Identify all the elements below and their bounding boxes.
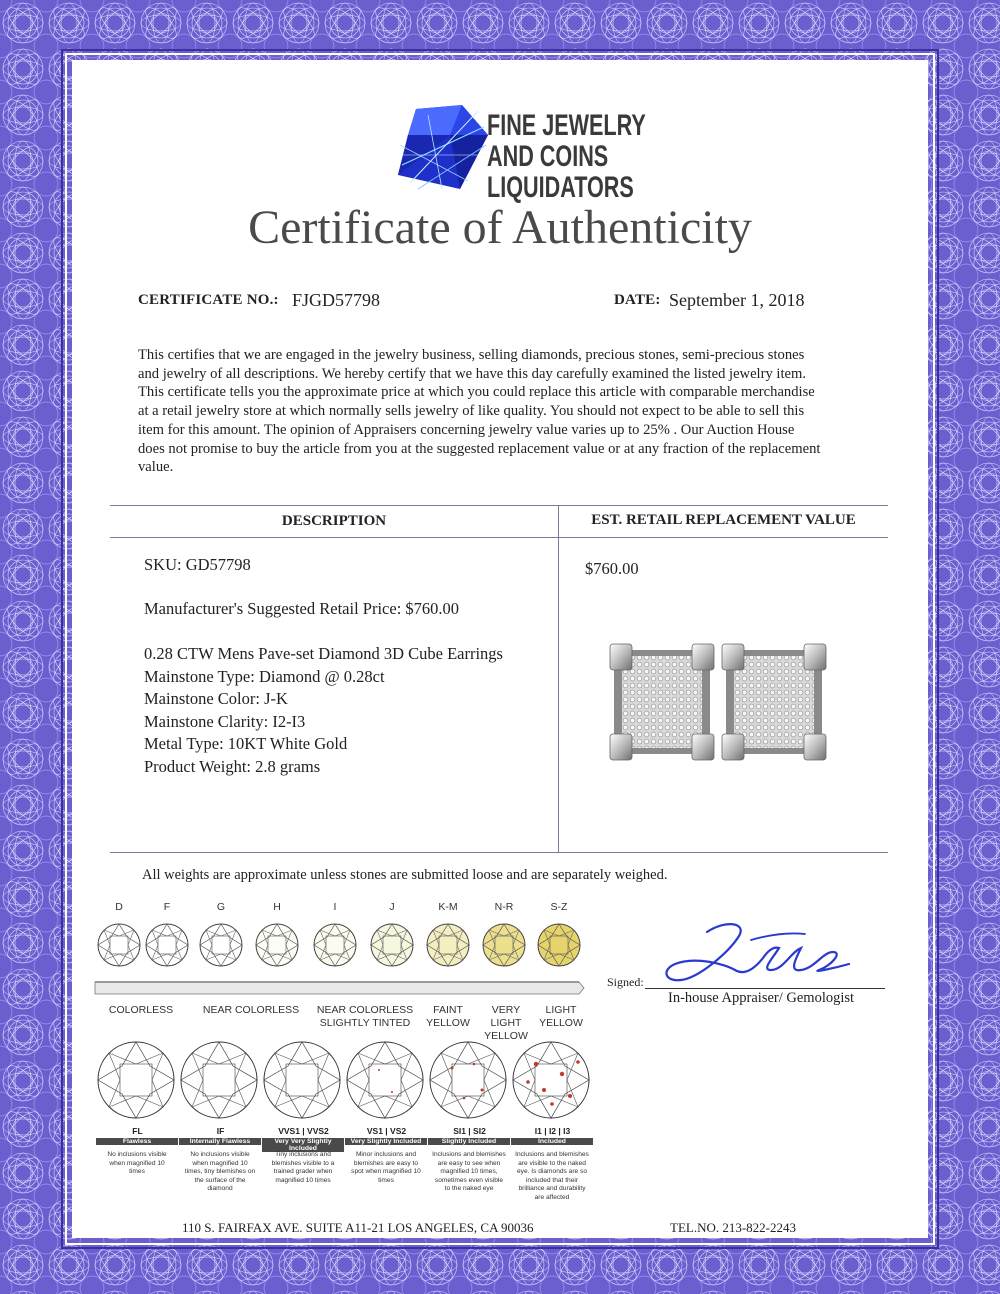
clarity-code-vvs: VVS1 | VVS2: [278, 1126, 329, 1136]
clarity-desc-fl: No inclusions visible when magnified 10 times: [107, 1151, 167, 1176]
item-details: [144, 643, 503, 779]
clarity-code-if: IF: [216, 1126, 225, 1136]
left-earring: [610, 644, 714, 760]
clarity-name-vvs: Very Very Slightly Included: [262, 1138, 344, 1152]
table-top-rule: [110, 505, 888, 506]
detail-line: Product Weight: 2.8 grams: [144, 756, 321, 776]
gem-logo-icon: [398, 105, 490, 193]
color-grade-k-m: K-M: [438, 901, 458, 913]
footer-phone: TEL.NO. 213-822-2243: [670, 1220, 797, 1235]
table-header-rule: [110, 537, 888, 538]
color-grade-n-r: N-R: [494, 901, 514, 913]
clarity-gem-vvs: [264, 1042, 340, 1118]
intro-line: This certifies that we are engaged in the jewelry business, selling diamonds, precious stones, semi-precious stones: [138, 347, 805, 363]
appraiser-title: In-house Appraiser/ Gemologist: [668, 990, 855, 1006]
value-header: EST. RETAIL REPLACEMENT VALUE: [591, 512, 856, 528]
color-grade-g: G: [216, 901, 226, 913]
description-header: DESCRIPTION: [281, 513, 387, 529]
signature-line: [645, 988, 885, 989]
clarity-scale-diagram: [92, 1034, 592, 1126]
color-grade-i: I: [333, 901, 337, 913]
intro-paragraph: [138, 346, 898, 477]
clarity-desc-i: Inclusions and blemishes are visible to the naked eye. Is diamonds are so included that their brilliance and durability are affected: [515, 1151, 589, 1201]
color-grade-d: D: [115, 901, 123, 913]
clarity-code-si: SI1 | SI2: [453, 1126, 486, 1136]
color-cat-near-colorless-tinted: NEAR COLORLESS SLIGHTLY TINTED: [316, 1004, 414, 1029]
clarity-code-fl: FL: [132, 1126, 143, 1136]
certificate-no-value: FJGD57798: [292, 290, 381, 310]
clarity-table: [96, 1126, 596, 1226]
color-cat-faint-yellow: FAINT YELLOW: [426, 1004, 470, 1029]
detail-line: Mainstone Type: Diamond @ 0.28ct: [144, 666, 385, 686]
color-cat-colorless: COLORLESS: [108, 1004, 174, 1016]
certificate-no-label: CERTIFICATE NO.:: [138, 292, 279, 308]
clarity-name-si: Slightly Included: [428, 1138, 510, 1145]
sku-text: SKU: GD57798: [144, 555, 251, 574]
intro-line: value.: [138, 459, 174, 476]
clarity-desc-if: No inclusions visible when magnified 10 times, tiny blemishes on the surface of the diamond: [184, 1151, 256, 1193]
footer-address: 110 S. FAIRFAX AVE. SUITE A11-21 LOS ANGELES, CA 90036: [182, 1220, 534, 1235]
detail-line: Mainstone Color: J-K: [144, 689, 288, 709]
intro-line: This certificate tells you the approximate price at which you could replace this article with comparable merchandise: [138, 384, 815, 401]
clarity-desc-vs: Minor inclusions and blemishes are easy to spot when magnified 10 times: [351, 1151, 421, 1184]
company-logo-line-2: AND COINS: [487, 140, 609, 173]
msrp-text: Manufacturer's Suggested Retail Price: $760.00: [144, 599, 460, 618]
company-logo-line-3: LIQUIDATORS: [487, 171, 634, 204]
color-grade-j: J: [389, 901, 395, 913]
detail-line: 0.28 CTW Mens Pave-set Diamond 3D Cube Earrings: [144, 644, 503, 663]
clarity-name-i: Included: [511, 1138, 593, 1145]
clarity-name-vs: Very Slightly Included: [345, 1138, 427, 1145]
clarity-desc-vvs: Tiny inclusions and blemishes visible to a trained grader when magnified 10 times: [271, 1151, 335, 1184]
clarity-name-if: Internally Flawless: [179, 1138, 261, 1145]
color-grade-h: H: [273, 901, 281, 913]
clarity-gem-if: [181, 1042, 257, 1118]
clarity-gem-si: [430, 1042, 506, 1118]
clarity-gem-fl: [98, 1042, 174, 1118]
replacement-value: $760.00: [585, 559, 639, 578]
table-bottom-rule: [110, 852, 888, 853]
right-earring: [722, 644, 826, 760]
date-value: September 1, 2018: [669, 290, 805, 310]
clarity-code-vs: VS1 | VS2: [366, 1126, 407, 1136]
clarity-desc-si: Inclusions and blemishes are easy to see when magnified 10 times, sometimes even visible to the naked eye: [432, 1151, 506, 1193]
color-cat-light-yellow: LIGHT YELLOW: [539, 1004, 583, 1029]
clarity-gem-i: [513, 1042, 589, 1118]
intro-line: does not promise to buy the article from you at the suggested replacement value or at any fraction of the replacement: [138, 440, 821, 457]
cube-earrings-image: [608, 640, 830, 764]
clarity-name-fl: Flawless: [96, 1138, 178, 1145]
color-cat-very-light-yellow: VERY LIGHT YELLOW: [484, 1004, 528, 1042]
detail-line: Mainstone Clarity: I2-I3: [144, 711, 306, 731]
color-grade-f: F: [163, 901, 171, 913]
weights-note: All weights are approximate unless stones are submitted loose and are separately weighed.: [142, 867, 668, 883]
date-label: DATE:: [614, 292, 661, 308]
clarity-code-i: I1 | I2 | I3: [534, 1126, 571, 1136]
color-cat-near-colorless: NEAR COLORLESS: [202, 1004, 300, 1016]
company-logo-line-1: FINE JEWELRY: [487, 109, 646, 142]
intro-line: at a retail jewelry store at which normally sells jewelry of like quality. You should not expect to be able to sell this: [138, 403, 805, 420]
intro-line: and jewelry of all descriptions. We hereby certify that we have this day carefully examined the listed jewelry item.: [138, 365, 807, 382]
clarity-gem-vs: [347, 1042, 423, 1118]
handwritten-signature: [655, 918, 865, 988]
table-column-divider: [558, 505, 559, 852]
certificate-title: Certificate of Authenticity: [248, 201, 752, 254]
intro-line: item for this amount. The opinion of Appraisers concerning jewelry value varies up to 25% . Our Auction House: [138, 421, 795, 438]
signed-label: Signed:: [607, 975, 644, 989]
detail-line: Metal Type: 10KT White Gold: [144, 734, 348, 754]
color-grade-s-z: S-Z: [550, 901, 568, 913]
color-scale-diagram: [90, 918, 590, 998]
